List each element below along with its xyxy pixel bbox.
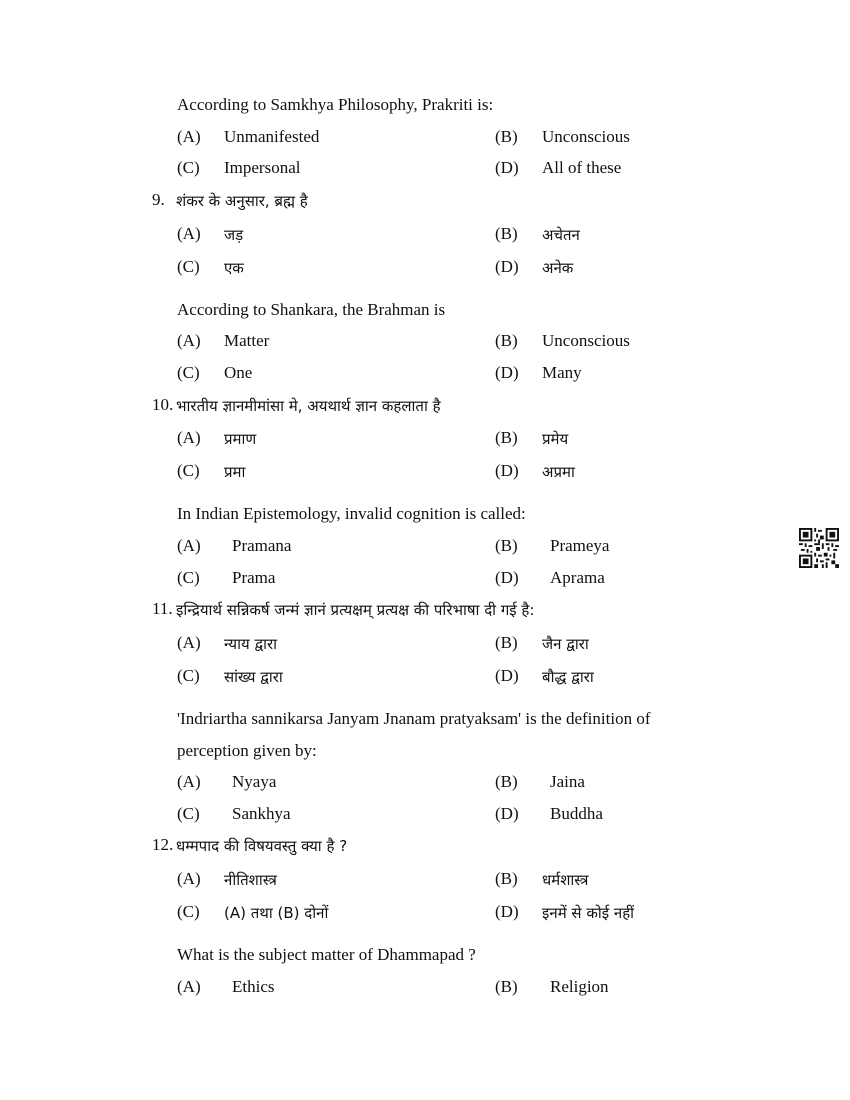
q9-hindi-question: शंकर के अनुसार, ब्रह्म है	[176, 192, 308, 210]
q12-hindi-option-a-text: नीतिशास्त्र	[224, 871, 277, 889]
q12-hindi-option-c-text: (A) तथा (B) दोनों	[224, 904, 329, 922]
q11-english-option-c-label: (C)	[177, 804, 200, 823]
q9-english-question: According to Shankara, the Brahman is	[177, 300, 446, 319]
q11-english-option-c-text: Sankhya	[232, 804, 291, 823]
q9-english-option-c-text: One	[224, 363, 253, 382]
q9-hindi-option-c-text: एक	[224, 259, 244, 277]
q11-hindi-question: इन्द्रियार्थ सन्निकर्ष जन्मं ज्ञानं प्रत्यक्षम् प्रत्यक्ष की परिभाषा दी गई है:	[176, 601, 535, 619]
q11-english-option-d-text: Buddha	[550, 804, 603, 823]
q10-hindi-option-b-label: (B)	[495, 428, 518, 447]
q8-option-d-label: (D)	[495, 158, 519, 177]
q8-option-c-text: Impersonal	[224, 158, 301, 177]
q10-number: 10.	[152, 395, 174, 414]
q11-hindi-option-a-label: (A)	[177, 633, 201, 652]
q9-english-option-b-label: (B)	[495, 331, 518, 350]
q10-hindi-question: भारतीय ज्ञानमीमांसा मे, अयथार्थ ज्ञान कहलाता है	[176, 397, 441, 415]
q9-hindi-option-b-label: (B)	[495, 224, 518, 243]
q10-english-option-a-text: Pramana	[232, 536, 292, 555]
q9-english-option-d-text: Many	[542, 363, 582, 382]
q11-hindi-option-d-label: (D)	[495, 666, 519, 685]
q10-english-option-d-label: (D)	[495, 568, 519, 587]
q9-hindi-option-c-label: (C)	[177, 257, 200, 276]
q10-hindi-option-c-text: प्रमा	[224, 463, 246, 481]
q12-hindi-option-d-label: (D)	[495, 902, 519, 921]
q12-hindi-option-c-label: (C)	[177, 902, 200, 921]
q12-english-option-a-text: Ethics	[232, 977, 275, 996]
q11-english-option-a-label: (A)	[177, 772, 201, 791]
q10-english-option-a-label: (A)	[177, 536, 201, 555]
q12-hindi-option-a-label: (A)	[177, 869, 201, 888]
q10-hindi-option-d-label: (D)	[495, 461, 519, 480]
q11-hindi-option-c-label: (C)	[177, 666, 200, 685]
q9-english-option-a-label: (A)	[177, 331, 201, 350]
q11-hindi-option-a-text: न्याय द्वारा	[224, 635, 278, 653]
q11-hindi-option-c-text: सांख्य द्वारा	[224, 668, 283, 686]
q12-hindi-option-b-text: धर्मशास्त्र	[542, 871, 589, 889]
q12-english-option-b-label: (B)	[495, 977, 518, 996]
q12-hindi-option-b-label: (B)	[495, 869, 518, 888]
q8-option-b-text: Unconscious	[542, 127, 630, 146]
q9-english-option-d-label: (D)	[495, 363, 519, 382]
q11-hindi-option-d-text: बौद्ध द्वारा	[542, 668, 594, 686]
q11-english-option-a-text: Nyaya	[232, 772, 277, 791]
q10-english-option-d-text: Aprama	[550, 568, 605, 587]
q10-hindi-option-a-label: (A)	[177, 428, 201, 447]
q10-english-option-c-text: Prama	[232, 568, 276, 587]
q9-hindi-option-d-text: अनेक	[542, 259, 574, 277]
q9-number: 9.	[152, 190, 165, 209]
q8-option-a-label: (A)	[177, 127, 201, 146]
q10-english-option-b-label: (B)	[495, 536, 518, 555]
q12-hindi-option-d-text: इनमें से कोई नहीं	[542, 904, 635, 922]
q8-english-question: According to Samkhya Philosophy, Prakriti is:	[177, 95, 494, 114]
q10-english-option-b-text: Prameya	[550, 536, 610, 555]
q12-number: 12.	[152, 835, 174, 854]
q11-english-question-line1: 'Indriartha sannikarsa Janyam Jnanam pratyaksam' is the definition of	[177, 709, 651, 728]
q11-english-question-line2: perception given by:	[177, 741, 317, 760]
q10-hindi-option-b-text: प्रमेय	[542, 430, 569, 448]
q9-english-option-b-text: Unconscious	[542, 331, 630, 350]
q11-hindi-option-b-label: (B)	[495, 633, 518, 652]
q10-hindi-option-c-label: (C)	[177, 461, 200, 480]
q11-english-option-b-label: (B)	[495, 772, 518, 791]
q10-hindi-option-a-text: प्रमाण	[224, 430, 257, 448]
q8-option-a-text: Unmanifested	[224, 127, 320, 146]
q8-option-c-label: (C)	[177, 158, 200, 177]
q11-hindi-option-b-text: जैन द्वारा	[542, 635, 589, 653]
q8-option-b-label: (B)	[495, 127, 518, 146]
q9-hindi-option-d-label: (D)	[495, 257, 519, 276]
q11-english-option-b-text: Jaina	[550, 772, 585, 791]
q11-number: 11.	[152, 599, 173, 618]
q12-english-question: What is the subject matter of Dhammapad ?	[177, 945, 476, 964]
q9-hindi-option-a-label: (A)	[177, 224, 201, 243]
q12-hindi-question: धम्मपाद की विषयवस्तु क्या है ?	[176, 837, 348, 855]
qr-code-icon[interactable]	[799, 528, 839, 568]
q10-english-question: In Indian Epistemology, invalid cognition is called:	[177, 504, 526, 523]
q10-english-option-c-label: (C)	[177, 568, 200, 587]
q9-hindi-option-b-text: अचेतन	[542, 226, 580, 244]
q9-english-option-a-text: Matter	[224, 331, 270, 350]
q12-english-option-b-text: Religion	[550, 977, 609, 996]
q12-english-option-a-label: (A)	[177, 977, 201, 996]
q11-english-option-d-label: (D)	[495, 804, 519, 823]
q8-option-d-text: All of these	[542, 158, 622, 177]
q10-hindi-option-d-text: अप्रमा	[542, 463, 575, 481]
q9-english-option-c-label: (C)	[177, 363, 200, 382]
q9-hindi-option-a-text: जड़	[224, 226, 244, 244]
